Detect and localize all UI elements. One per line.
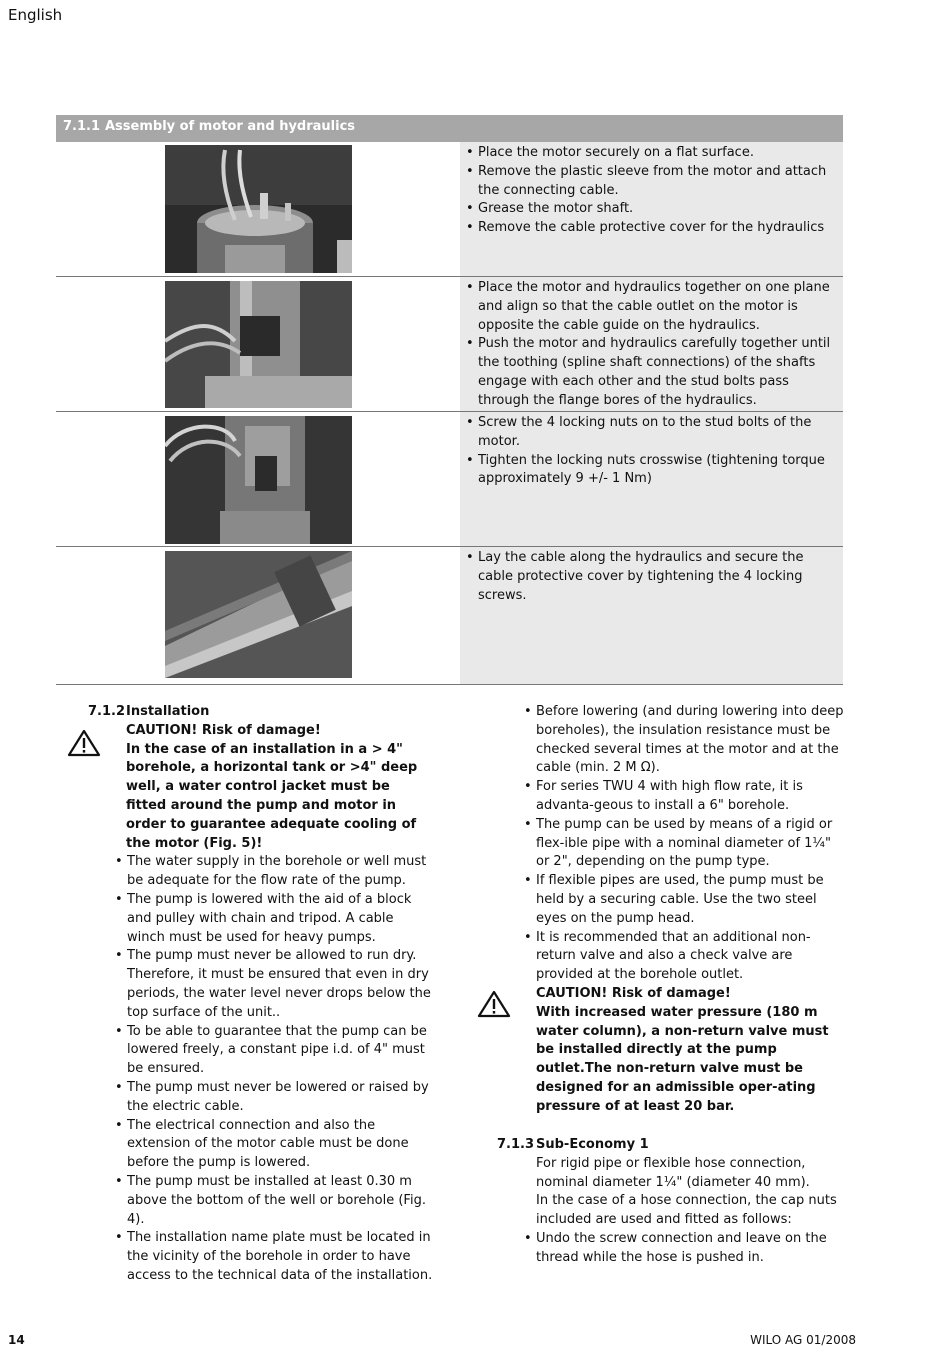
list-item: • Grease the motor shaft.	[464, 200, 836, 219]
list-item: • Place the motor securely on a flat surface.	[464, 144, 836, 163]
list-item: • The pump is lowered with the aid of a block and pulley with chain and tripod. A cable winch must be used for heavy pumps.	[113, 891, 433, 947]
installation-right-column	[522, 703, 844, 1117]
list-item: • Screw the 4 locking nuts on to the stud bolts of the motor.	[464, 414, 836, 452]
list-item: • If flexible pipes are used, the pump must be held by a securing cable. Use the two steel eyes on the pump head.	[522, 872, 844, 928]
installation-left-column	[113, 703, 433, 1286]
section-711-header	[56, 115, 843, 142]
cable-cover-photo	[165, 551, 352, 678]
list-item: • Tighten the locking nuts crosswise (tightening torque approximately 9 +/- 1 Nm)	[464, 452, 836, 490]
list-item: • Push the motor and hydraulics carefully together until the toothing (spline shaft connections) of the shafts engage with each other and the stud bolts pass through the flange bores of the hydraulics.	[464, 335, 836, 410]
installation-list-continued	[522, 703, 844, 985]
paragraph: In the case of a hose connection, the cap nuts included are used and fitted as follows:	[536, 1193, 837, 1228]
list-item: • The pump must never be lowered or raised by the electric cable.	[113, 1079, 433, 1117]
assembly-step-4	[56, 546, 843, 685]
caution-title: CAUTION! Risk of damage!	[536, 985, 731, 1001]
motor-with-cable-photo	[165, 145, 352, 273]
list-item: • Place the motor and hydraulics together on one plane and align so that the cable outlet on the motor is opposite the cable guide on the hydraulics.	[464, 279, 836, 335]
list-item: • The water supply in the borehole or well must be adequate for the flow rate of the pump.	[113, 853, 433, 891]
warning-icon	[67, 729, 101, 757]
section-number: 7.1.1	[63, 119, 101, 134]
assembly-step-3	[56, 411, 843, 547]
step-2-instructions	[464, 279, 836, 411]
list-item: • Lay the cable along the hydraulics and secure the cable protective cover by tightening the 4 locking screws.	[464, 549, 836, 605]
language-label: English	[8, 6, 63, 24]
list-item: • Remove the cable protective cover for the hydraulics	[464, 219, 836, 238]
list-item: • It is recommended that an additional non-return valve and also a check valve are provided at the borehole outlet.	[522, 929, 844, 985]
section-title: Installation	[126, 704, 210, 719]
warning-icon	[477, 990, 511, 1018]
section-title: Sub-Economy 1	[536, 1137, 649, 1152]
section-title: Assembly of motor and hydraulics	[105, 119, 356, 134]
assembly-step-1	[56, 142, 843, 276]
assembly-step-2	[56, 276, 843, 412]
step-3-instructions	[464, 414, 836, 489]
sub-economy-list	[522, 1230, 844, 1268]
section-number: 7.1.3	[497, 1137, 535, 1152]
step-4-instructions	[464, 549, 836, 605]
list-item: • The pump must never be allowed to run dry. Therefore, it must be ensured that even in dry periods, the water level never drops below the top surface of the unit..	[113, 947, 433, 1022]
locking-nuts-photo	[165, 416, 352, 544]
sub-economy-section	[522, 1136, 844, 1268]
list-item: • The pump must be installed at least 0.30 m above the bottom of the well or borehole (Fig. 4).	[113, 1173, 433, 1229]
motor-hydraulics-assembly-photo	[165, 281, 352, 408]
list-item: • The pump can be used by means of a rigid or flex-ible pipe with a nominal diameter of 1¼" or 2", depending on the pump type.	[522, 816, 844, 872]
list-item: • Undo the screw connection and leave on the thread while the hose is pushed in.	[522, 1230, 844, 1268]
page-number: 14	[8, 1333, 25, 1347]
step-1-instructions	[464, 144, 836, 238]
installation-list	[113, 853, 433, 1285]
paragraph: For rigid pipe or flexible hose connection, nominal diameter 1¼" (diameter 40 mm).	[536, 1155, 810, 1190]
list-item: • To be able to guarantee that the pump can be lowered freely, a constant pipe i.d. of 4" must be ensured.	[113, 1023, 433, 1079]
list-item: • The electrical connection and also the extension of the motor cable must be done before the pump is lowered.	[113, 1117, 433, 1173]
section-number: 7.1.2	[88, 704, 126, 719]
caution-text: With increased water pressure (180 m water column), a non-return valve must be installed directly at the pump outlet.The non-return valve must be designed for an admissible oper-ating pressure of at least 20 bar.	[536, 1004, 829, 1114]
caution-title: CAUTION! Risk of damage!	[126, 722, 321, 738]
list-item: • Before lowering (and during lowering into deep boreholes), the insulation resistance must be checked several times at the motor and at the cable (min. 2 M Ω).	[522, 703, 844, 778]
list-item: • For series TWU 4 with high flow rate, it is advanta-geous to install a 6" borehole.	[522, 778, 844, 816]
publisher-footer: WILO AG 01/2008	[750, 1333, 856, 1347]
list-item: • The installation name plate must be located in the vicinity of the borehole in order to have access to the technical data of the installation.	[113, 1229, 433, 1285]
caution-text: In the case of an installation in a > 4" borehole, a horizontal tank or >4" deep well, a water control jacket must be fitted around the pump and motor in order to guarantee adequate cooling of the motor (Fig. 5)!	[126, 741, 418, 851]
list-item: • Remove the plastic sleeve from the motor and attach the connecting cable.	[464, 163, 836, 201]
